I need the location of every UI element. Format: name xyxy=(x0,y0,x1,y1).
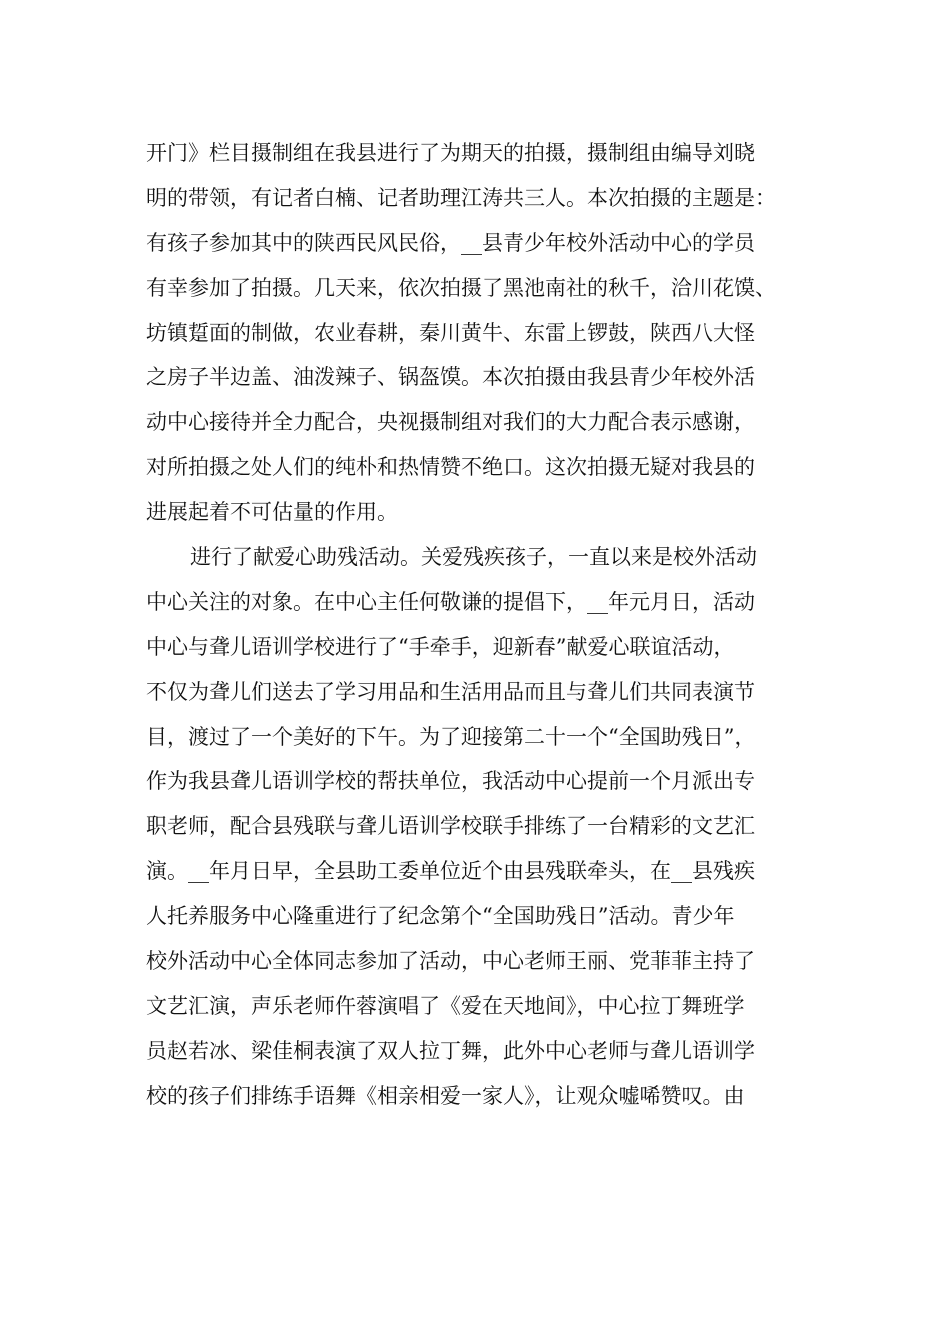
paragraph-2-line: 演。__年月日早，全县助工委单位近个由县残联牵头，在__县残疾 xyxy=(146,859,755,884)
paragraph-2-line: 员赵若冰、梁佳桐表演了双人拉丁舞，此外中心老师与聋儿语训学 xyxy=(146,1038,755,1063)
paragraph-1-line: 进展起着不可估量的作用。 xyxy=(146,500,398,525)
paragraph-2-line: 目，渡过了一个美好的下午。为了迎接第二十一个“全国助残日”， xyxy=(146,724,756,749)
paragraph-1-line: 坊镇踅面的制做，农业春耕，秦川黄牛、东雷上锣鼓，陕西八大怪 xyxy=(146,320,755,345)
paragraph-1-line: 明的带领，有记者白楠、记者助理江涛共三人。本次拍摄的主题是： xyxy=(146,185,776,210)
body-text xyxy=(146,131,836,1119)
paragraph-2-line: 中心与聋儿语训学校进行了“手牵手，迎新春”献爱心联谊活动， xyxy=(146,634,735,659)
paragraph-2-line: 文艺汇演，声乐老师仵蓉演唱了《爱在天地间》，中心拉丁舞班学 xyxy=(146,993,745,1018)
paragraph-2-line: 作为我县聋儿语训学校的帮扶单位，我活动中心提前一个月派出专 xyxy=(146,769,755,794)
paragraph-2-line: 人托养服务中心隆重进行了纪念第个“全国助残日”活动。青少年 xyxy=(146,904,735,929)
paragraph-2-line: 不仅为聋儿们送去了学习用品和生活用品而且与聋儿们共同表演节 xyxy=(146,679,755,704)
paragraph-2-line: 职老师，配合县残联与聋儿语训学校联手排练了一台精彩的文艺汇 xyxy=(146,814,755,839)
paragraph-1-line: 有幸参加了拍摄。几天来，依次拍摄了黑池南社的秋千，洽川花馍、 xyxy=(146,275,776,300)
paragraph-1-line: 动中心接待并全力配合，央视摄制组对我们的大力配合表示感谢， xyxy=(146,410,755,435)
paragraph-1-line: 对所拍摄之处人们的纯朴和热情赞不绝口。这次拍摄无疑对我县的 xyxy=(146,455,755,480)
paragraph-2-first-line: 进行了献爱心助残活动。关爱残疾孩子，一直以来是校外活动 xyxy=(190,545,757,570)
paragraph-2-line: 校的孩子们排练手语舞《相亲相爱一家人》，让观众嘘唏赞叹。由 xyxy=(146,1083,745,1108)
paragraph-1-line: 之房子半边盖、油泼辣子、锅盔馍。本次拍摄由我县青少年校外活 xyxy=(146,365,755,390)
paragraph-1-line: 有孩子参加其中的陕西民风民俗，__县青少年校外活动中心的学员 xyxy=(146,230,755,255)
paragraph-2-line: 校外活动中心全体同志参加了活动，中心老师王丽、党菲菲主持了 xyxy=(146,949,755,974)
paragraph-2-line: 中心关注的对象。在中心主任何敬谦的提倡下，__年元月日，活动 xyxy=(146,589,755,614)
paragraph-1-line: 开门》栏目摄制组在我县进行了为期天的拍摄，摄制组由编导刘晓 xyxy=(146,141,755,165)
